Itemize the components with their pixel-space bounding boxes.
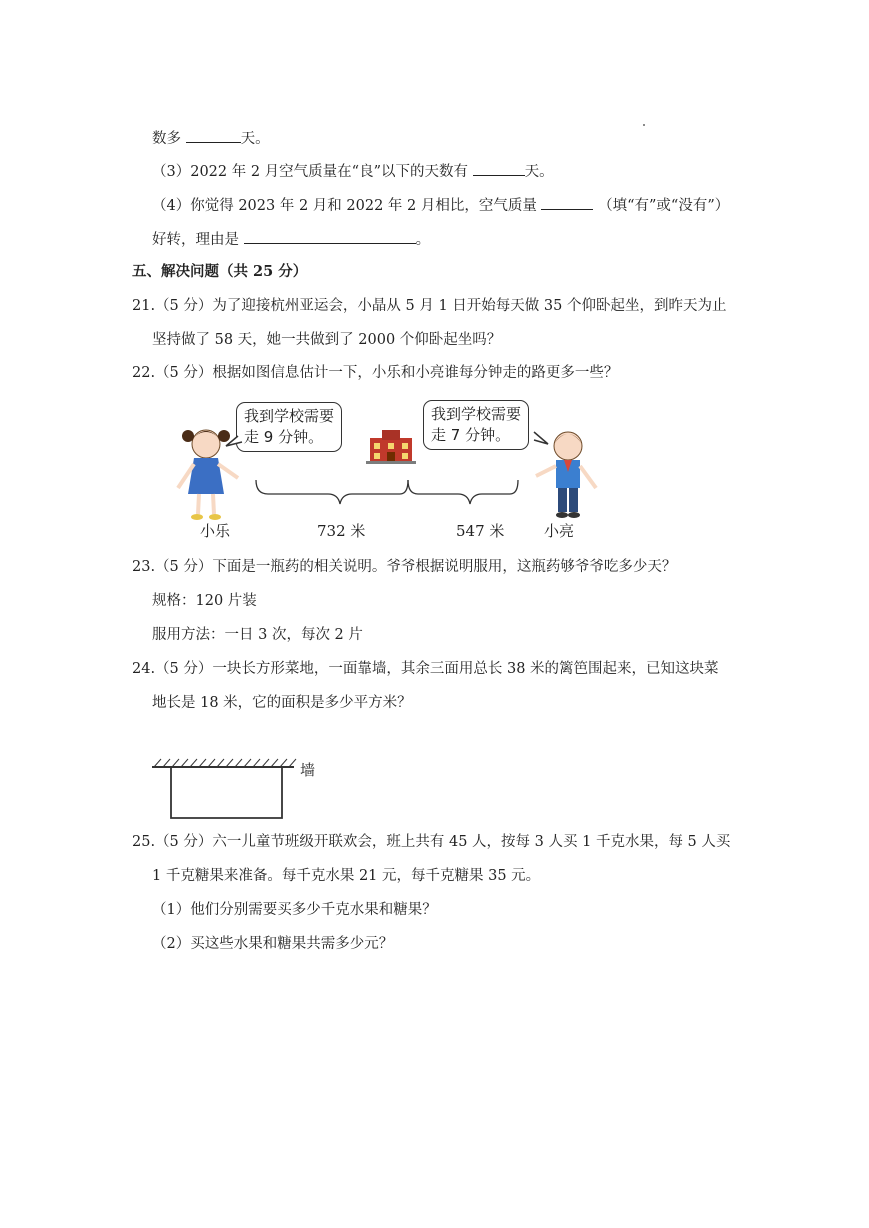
q20-line-4 (152, 228, 430, 250)
section-title: 五、解决问题（共 25 分） (132, 263, 308, 280)
q23-line-1: 23.（5 分）下面是一瓶药的相关说明。爷爷根据说明服用，这瓶药够爷爷吃多少天？ (132, 559, 677, 575)
q23-spec: 规格：120 片装 (152, 593, 257, 609)
text: （3）2022 年 2 月空气质量在“良”以下的天数有 (152, 164, 469, 180)
answer-blank[interactable] (541, 194, 593, 210)
name-xiaole: 小乐 (200, 522, 231, 540)
school-building-icon (366, 430, 416, 464)
text: 天。 (524, 164, 554, 180)
name-xiaoliang: 小亮 (544, 522, 575, 540)
answer-blank[interactable] (244, 228, 416, 244)
bubble-text: 我到学校需要 (244, 407, 335, 425)
boy-icon (536, 432, 596, 518)
q24-line-1: 24.（5 分）一块长方形菜地，一面靠墙，其余三面用总长 38 米的篱笆围起来，已知这块菜 (132, 661, 719, 677)
text: 天。 (240, 131, 270, 147)
q21-line-1: 21.（5 分）为了迎接杭州亚运会，小晶从 5 月 1 日开始每天做 35 个仰卧起坐，到昨天为止 (132, 298, 727, 314)
bubble-text: 走 7 分钟。 (431, 426, 511, 444)
q23-usage: 服用方法：一日 3 次，每次 2 片 (152, 627, 363, 643)
figure-drawing (168, 396, 608, 542)
garden-wall-figure (152, 755, 332, 825)
q25-sub-1: （1）他们分别需要买多少千克水果和糖果？ (152, 902, 437, 918)
garden-rectangle (171, 767, 282, 818)
q20-line-1 (152, 127, 270, 149)
bubble-tail-right (534, 432, 548, 444)
wall-hatching (152, 759, 296, 767)
text: 数多 (152, 131, 181, 147)
answer-blank[interactable] (473, 160, 525, 176)
q20-line-2 (152, 160, 554, 182)
distance-right: 547 米 (456, 522, 505, 540)
wall-label: 墙 (300, 761, 316, 779)
text: （4）你觉得 2023 年 2 月和 2022 年 2 月相比，空气质量 (152, 198, 537, 214)
bubble-text: 我到学校需要 (431, 405, 522, 423)
q22-line-1: 22.（5 分）根据如图信息估计一下，小乐和小亮谁每分钟走的路更多一些？ (132, 365, 619, 381)
walking-figure (168, 396, 608, 542)
q24-line-2: 地长是 18 米，它的面积是多少平方米？ (152, 695, 412, 711)
q21-line-2: 坚持做了 58 天，她一共做到了 2000 个仰卧起坐吗？ (152, 332, 502, 348)
q25-line-1: 25.（5 分）六一儿童节班级开联欢会，班上共有 45 人，按每 3 人买 1 千克水果，每 5 人买 (132, 834, 731, 850)
q25-line-2: 1 千克糖果来准备。每千克水果 21 元，每千克糖果 35 元。 (152, 868, 541, 884)
q25-sub-2: （2）买这些水果和糖果共需多少元？ (152, 936, 394, 952)
distance-braces (256, 480, 518, 504)
text: （填“有”或“没有”） (598, 198, 730, 214)
answer-blank[interactable] (186, 127, 241, 143)
page-dot (643, 124, 645, 126)
text: 好转，理由是 (152, 232, 239, 248)
bubble-text: 走 9 分钟。 (244, 428, 324, 446)
q20-line-3 (152, 194, 729, 216)
distance-left: 732 米 (317, 522, 366, 540)
text: 。 (415, 232, 431, 248)
